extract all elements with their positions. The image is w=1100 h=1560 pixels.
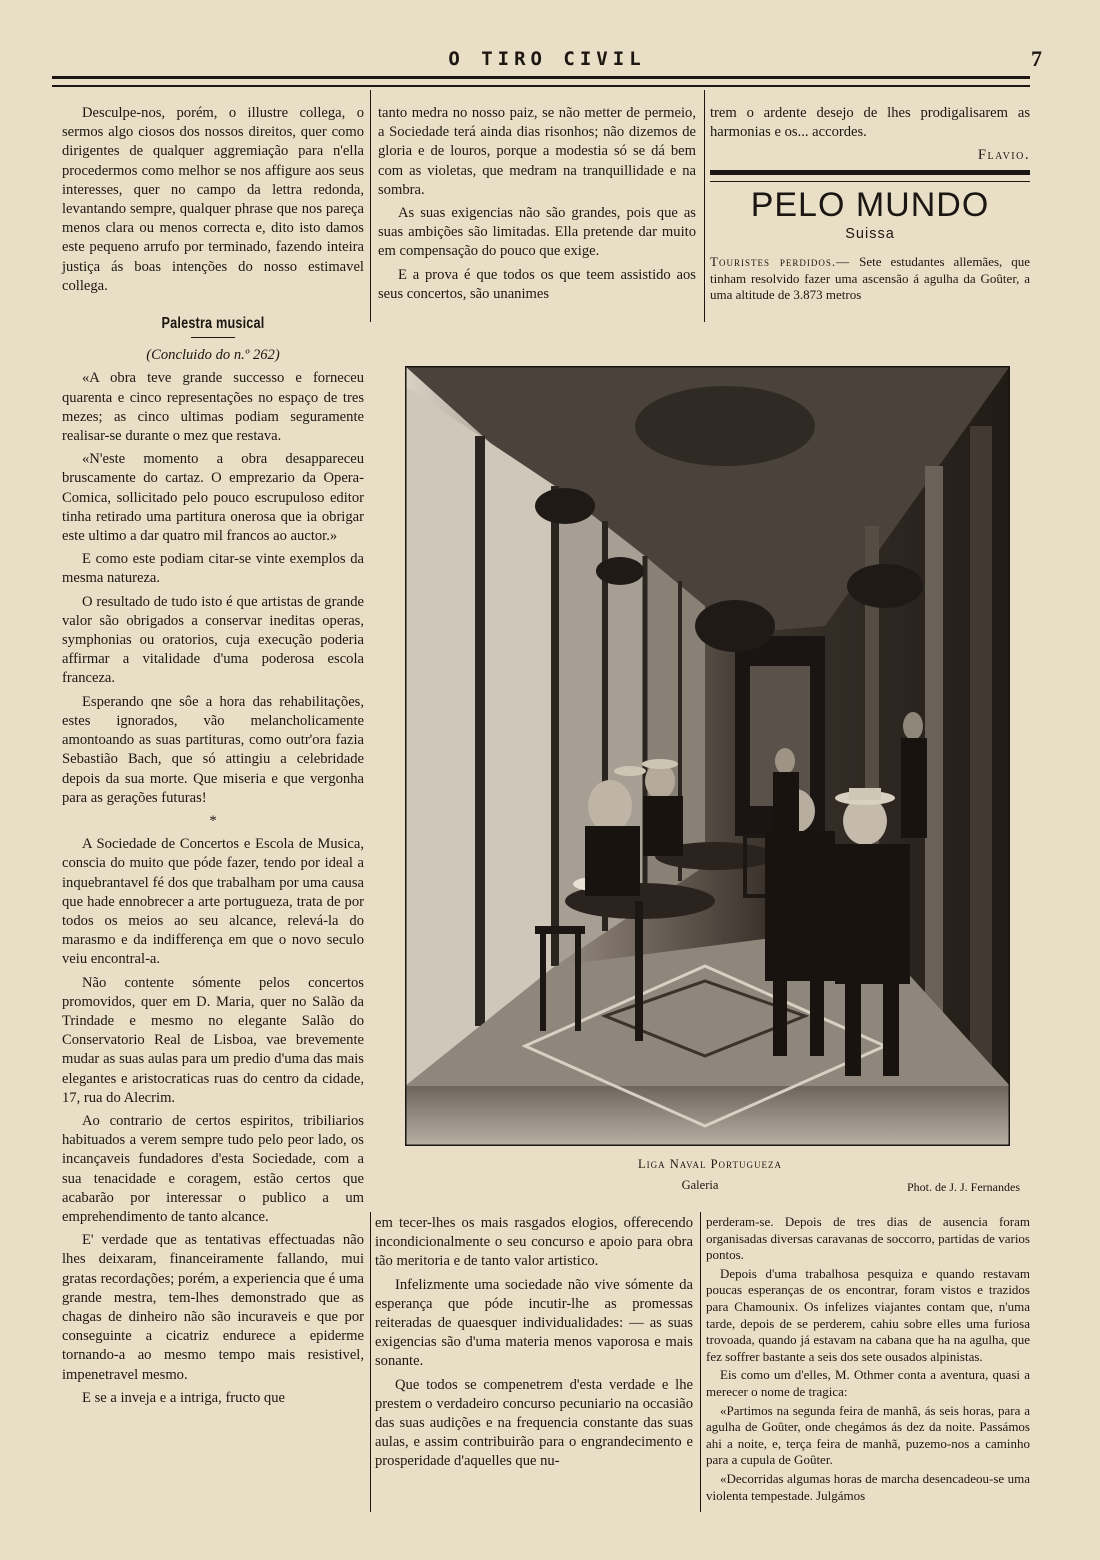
photograph-galeria xyxy=(405,366,1010,1146)
paragraph: «A obra teve grande successo e forneceu quarenta e cinco representações no espaço de tres mezes; as cinco ultimas podiam seguramente realisar-se durante o mez que restava. xyxy=(62,370,364,445)
paragraph: O resultado de tudo isto é que artistas de grande valor são obrigados a conservar ineditas operas, symphonias ou oratorios, cuja execução poderia affirmar a vitalidade d'uma poderosa escola franceza. xyxy=(62,593,364,687)
column-rule xyxy=(370,90,371,322)
paragraph: tanto medra no nosso paiz, se não metter de permeio, a Sociedade terá ainda dias risonhos; não dizemos de gloria e de louros, porque a modestia só se dá bem com as violetas, que medram na tranquillidade e na sombra. xyxy=(378,105,696,198)
photograph-image xyxy=(405,366,1010,1146)
column-right-top xyxy=(710,104,1030,308)
column-middle-bottom xyxy=(375,1214,693,1476)
paragraph: Infelizmente uma sociedade não vive sómente da esperança que póde incutir-lhe as promessas reiteradas de quaesquer individualidades: — as suas exigencias são d'uma materia menos vaporosa e mais sonante. xyxy=(375,1276,693,1370)
paragraph: Não contente sómente pelos concertos promovidos, quer em D. Maria, quer no Salão da Trindade e mesmo no elegante Salão do Conservatorio Real de Lisboa, vae brevemente mudar as suas aulas para um predio d'uma das mais elegantes e aristocraticas ruas do centro da cidade, 17, rua do Alecrim. xyxy=(62,974,364,1106)
paragraph: em tecer-lhes os mais rasgados elogios, offerecendo incondicionalmente o seu concurso e apoio para obra tão meritoria e de tanto valor artistico. xyxy=(375,1215,693,1270)
section-subtitle: (Concluido do n.º 262) xyxy=(146,347,280,364)
news-item-text: Sete estudantes allemães, que tinham resolvido fazer uma ascensão á agulha da Goûter, a uma altitude de 3.873 metros xyxy=(710,254,1030,303)
section-break: * xyxy=(209,812,217,829)
news-item-lead: Touristes perdidos.— xyxy=(710,254,851,270)
section-rule xyxy=(710,181,1030,182)
paragraph: trem o ardente desejo de lhes prodigalisarem as harmonias e os... accordes. xyxy=(710,105,1030,141)
paragraph: As suas exigencias não são grandes, pois que as suas ambições são limitadas. Ella pretende dar muito em compensação do pouco que exige. xyxy=(378,205,696,260)
column-rule xyxy=(704,90,705,322)
section-title: Palestra musical xyxy=(161,315,265,333)
divider xyxy=(191,337,235,338)
paragraph: Depois d'uma trabalhosa pesquiza e quando restavam poucas esperanças de os encontrar, foram vistos e trazidos para Chamounix. Os infelizes viajantes contam que, n'uma tarde, depois de se perderem, cahiu sobre elles uma furiosa trovoada, quando já estavam na cabana que ha na agulha, que fez soffrer bastante a seis dos sete ousados alpinistas. xyxy=(706,1265,1030,1364)
header-rule xyxy=(52,76,1030,87)
paragraph: E a prova é que todos os que teem assistido aos seus concertos, são unanimes xyxy=(378,266,696,302)
page-number: 7 xyxy=(1031,46,1042,71)
paragraph: A Sociedade de Concertos e Escola de Musica, conscia do muito que póde fazer, tendo por ideal a inquebrantavel fé dos que trabalham por uma causa que hade ennobrecer a arte portugueza, trata de por todos os meios ao seu alcance, relevá-la do marasmo e da indifferença em que o novo seculo veiu encontral-a. xyxy=(62,836,364,968)
paragraph: perderam-se. Depois de tres dias de ausencia foram organisadas diversas caravanas de soccorro, partidas de varios pontos. xyxy=(706,1214,1030,1263)
paragraph: Ao contrario de certos espiritos, tribiliarios habituados a verem sempre tudo pelo peor lado, os incançaveis fundadores d'esta Sociedade, com a sua tenacidade e coragem, estão certos que acabarão por interessar o publico a um emprehendimento de tanto alcance. xyxy=(62,1112,364,1225)
column-middle-top xyxy=(378,104,696,308)
paragraph: E' verdade que as tentativas effectuadas não lhes deixaram, financeiramente fallando, mui gratas recordações; porém, a experiencia que é uma grande mestra, tem-lhes demonstrado que as chagas de dinheiro não são incuraveis e que por conseguinte a cicatriz endurece a epiderme tornando-a ao mesmo tempo mais resistivel, impenetravel mesmo. xyxy=(62,1232,364,1383)
column-rule xyxy=(370,1212,371,1512)
paragraph: Que todos se compenetrem d'esta verdade e lhe prestem o verdadeiro concurso pecuniario na occasião das suas audições e na frequencia constante das suas aulas, e assim contribuirão para o engrandecimento e prosperidade d'aquelles que nu- xyxy=(375,1376,693,1470)
paragraph: Desculpe-nos, porém, o illustre collega, o sermos algo ciosos dos nossos direitos, quer como dirigentes de qualquer aggremiação para n'ella procedermos como melhor se nos affigure aos seus interesses, quer no campo da lettra redonda, levantando sempre, qualquer phrase que nos pareça menos clara ou menos correcta e, dito isto damos este pequeno arrufo por terminado, fazendo inteira justiça ás boas intenções do nosso estimavel collega. xyxy=(62,105,364,294)
photo-caption: Liga Naval Portugueza xyxy=(638,1157,782,1171)
author-signature: Flavio. xyxy=(977,147,1030,164)
section-rule xyxy=(710,170,1030,175)
paragraph: «Decorridas algumas horas de marcha desencadeou-se uma violenta tempestade. Julgámos xyxy=(706,1470,1030,1503)
masthead xyxy=(52,44,1042,74)
paragraph: «N'este momento a obra desappareceu bruscamente do cartaz. O emprezario da Opera-Comica, sollicitado pelo pouco escrupuloso editor tinha retirado uma partitura onerosa que ia obrigar este ultimo a dar quatro mil francos ao auctor.» xyxy=(62,451,364,545)
news-item xyxy=(710,254,1030,304)
photo-subcaption: Galeria xyxy=(681,1178,719,1192)
column-right-bottom xyxy=(706,1214,1030,1506)
paragraph: E como este podiam citar-se vinte exemplos da mesma natureza. xyxy=(62,551,364,587)
column-left xyxy=(62,104,364,1412)
newspaper-title: O TIRO CIVIL xyxy=(448,48,646,70)
paragraph: E se a inveja e a intriga, fructo que xyxy=(82,1389,286,1406)
paragraph: Eis como um d'elles, M. Othmer conta a aventura, quasi a merecer o nome de tragica: xyxy=(706,1367,1030,1399)
photo-credit: Phot. de J. J. Fernandes xyxy=(907,1180,1020,1194)
paragraph: «Partimos na segunda feira de manhã, ás seis horas, para a agulha de Goûter, onde chegámos ás dez da noite. Passámos ahi a noite, e, terça feira de manhã, puzemo-nos a caminho para a cupula de Goûter. xyxy=(706,1402,1030,1468)
paragraph: Esperando qne sôe a hora das rehabilitações, estes ignorados, vão melancholicamente amontoando as suas partituras, como outr'ora fazia Sebastião Bach, que só attingiu a celebridade depois da sua morte. Que miseria e que vergonha para as gerações futuras! xyxy=(62,693,364,806)
section-title: PELO MUNDO xyxy=(750,185,990,224)
subsection-title: Suissa xyxy=(845,225,895,242)
column-rule xyxy=(700,1212,701,1512)
